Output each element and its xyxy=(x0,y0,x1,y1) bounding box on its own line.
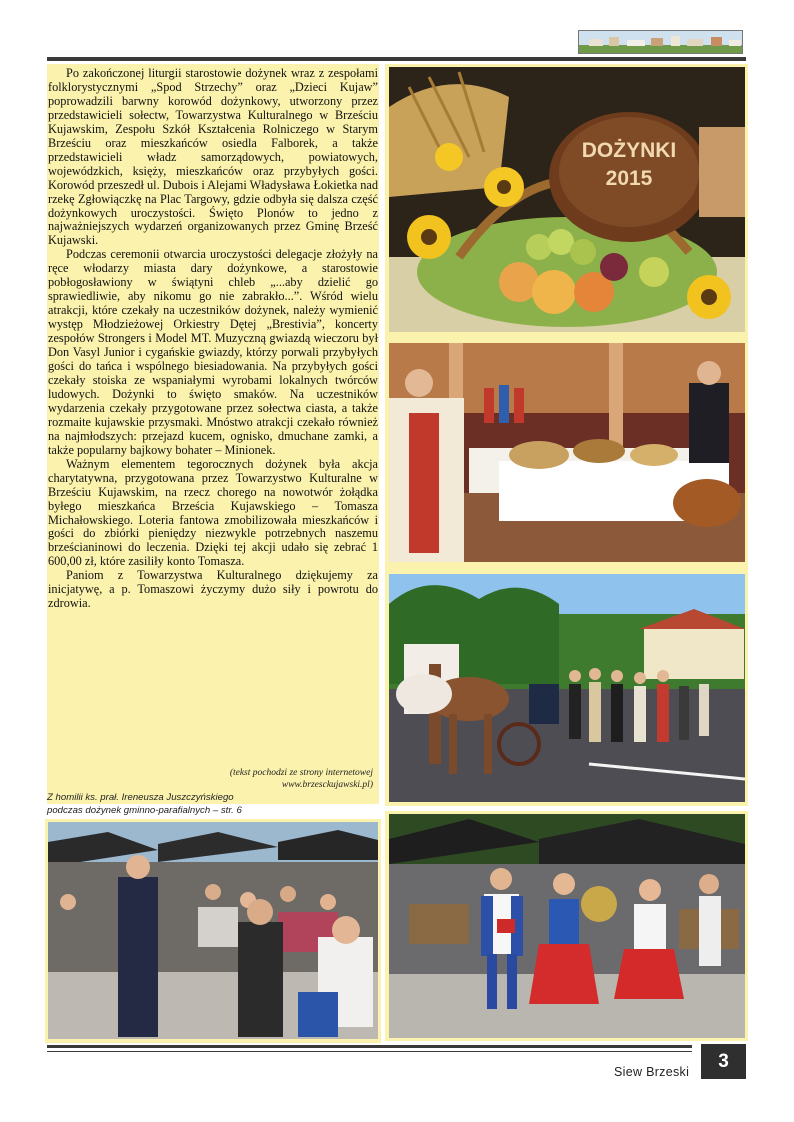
photo-horse-procession xyxy=(389,574,745,802)
header-rule xyxy=(47,57,746,61)
photo-audience-tables xyxy=(48,822,378,1039)
caption-line: podczas dożynek gminno-parafialnych – str. 6 xyxy=(47,804,242,816)
page-number: 3 xyxy=(701,1044,746,1079)
source-url: www.brzesckujawski.pl) xyxy=(281,780,373,790)
article-paragraph: Paniom z Towarzystwa Kulturalnego dziękujemy za inicjatywę, a p. Tomaszowi życzymy dużo siły i powrotu do zdrowia. xyxy=(48,568,378,611)
photo-harvest-basket xyxy=(389,67,745,332)
footer-rule xyxy=(47,1045,692,1048)
article-paragraph: Po zakończonej liturgii starostowie dożynek wraz z zespołami folklorystycznymi „Spod Strzechy” oraz „Dzieci Kujaw” poprowadzili barwny korowód dożynkowy, utworzony przez przedstawicieli sołectw, Towarzystwa Kulturalnego w Brześciu Kujawskim, Zespołu Szkół Kształcenia Rolniczego w Starym Brześciu oraz mieszkańców osiedla Falborek, a także przedstawicieli władz samorządowych, powiatowych, wojewódzkich, księży, mieszkańców oraz przybyłych gości. Korowód przeszedł ul. Dubois i Alejami Władysława Łokietka nad rzekę Zgłowiączkę na Plac Targowy, gdzie odbyła się dalsza część dożynkowych uroczystości. Święto Plonów to jedno z najważniejszych wydarzeń organizowanych przez Gminę Brześć Kujawski. xyxy=(48,66,378,248)
bread-label-title: DOŻYNKI xyxy=(581,139,677,162)
photo-folk-dancers xyxy=(389,814,745,1038)
footer-rule-thin xyxy=(47,1051,692,1052)
bread-label-year: 2015 xyxy=(605,167,653,190)
source-line: (tekst pochodzi ze strony internetowej xyxy=(229,768,373,778)
magazine-name: Siew Brzeski xyxy=(614,1065,690,1079)
article-paragraph: Podczas ceremonii otwarcia uroczystości delegacje złożyły na ręce włodarzy miasta dary dożynkowe, a starostowie pobłogosławiony w świątyni chleb „...aby dzielić go sprawiedliwie, aby nikomu go nie zabrakło...”. Wśród wielu atrakcji, które czekały na uczestników dożynek, należy wymienić występ Młodzieżowej Orkiestry Dętej „Brestivia”, koncerty zespołów Strongers i Model MT. Muzyczną gwiazdą wieczoru był Don Vasyl Junior i cygańskie gwiazdy, którzy porwali przybyłych gości do tańca i wspólnego biesiadowania. Na przybyłych gości czekały stoiska ze wspaniałymi wyrobami lokalnych twórców ludowych. Dożynki to święto smaków. Na uczestników wydarzenia czekały przygotowane przez sołectwa ciasta, a także rozmaite kujawskie przysmaki. Mnóstwo atrakcji czekało również na najmłodszych: przejazd kucem, ognisko, dmuchane zamki, a także popularny bajkowy bohater – Minionek. xyxy=(48,247,378,457)
source-note xyxy=(230,767,373,791)
article-panel xyxy=(47,64,379,804)
cross-reference-caption xyxy=(47,792,379,817)
article-paragraph: Ważnym elementem tegorocznych dożynek była akcja charytatywna, przygotowana przez Towarzystwo Kulturalne w Brześciu Kujawskim, na rzecz chorego na nowotwór żołądka byłego mieszkańca Brześcia Kujawskiego – Tomasza Michałowskiego. Loteria fantowa zmobilizowała mieszkańców i gości do zbiórki pieniędzy niezwykle potrzebnych naszemu brześcianinowi do leczenia. Dzięki tej akcji udało się zebrać 1 600,00 zł, które zasiliły konto Tomasza. xyxy=(48,456,378,569)
header-town-thumbnail xyxy=(578,30,743,54)
caption-line: Z homilii ks. prał. Ireneusza Juszczyńskiego xyxy=(47,792,234,803)
photo-church-altar xyxy=(389,343,745,562)
article-body xyxy=(48,67,378,611)
